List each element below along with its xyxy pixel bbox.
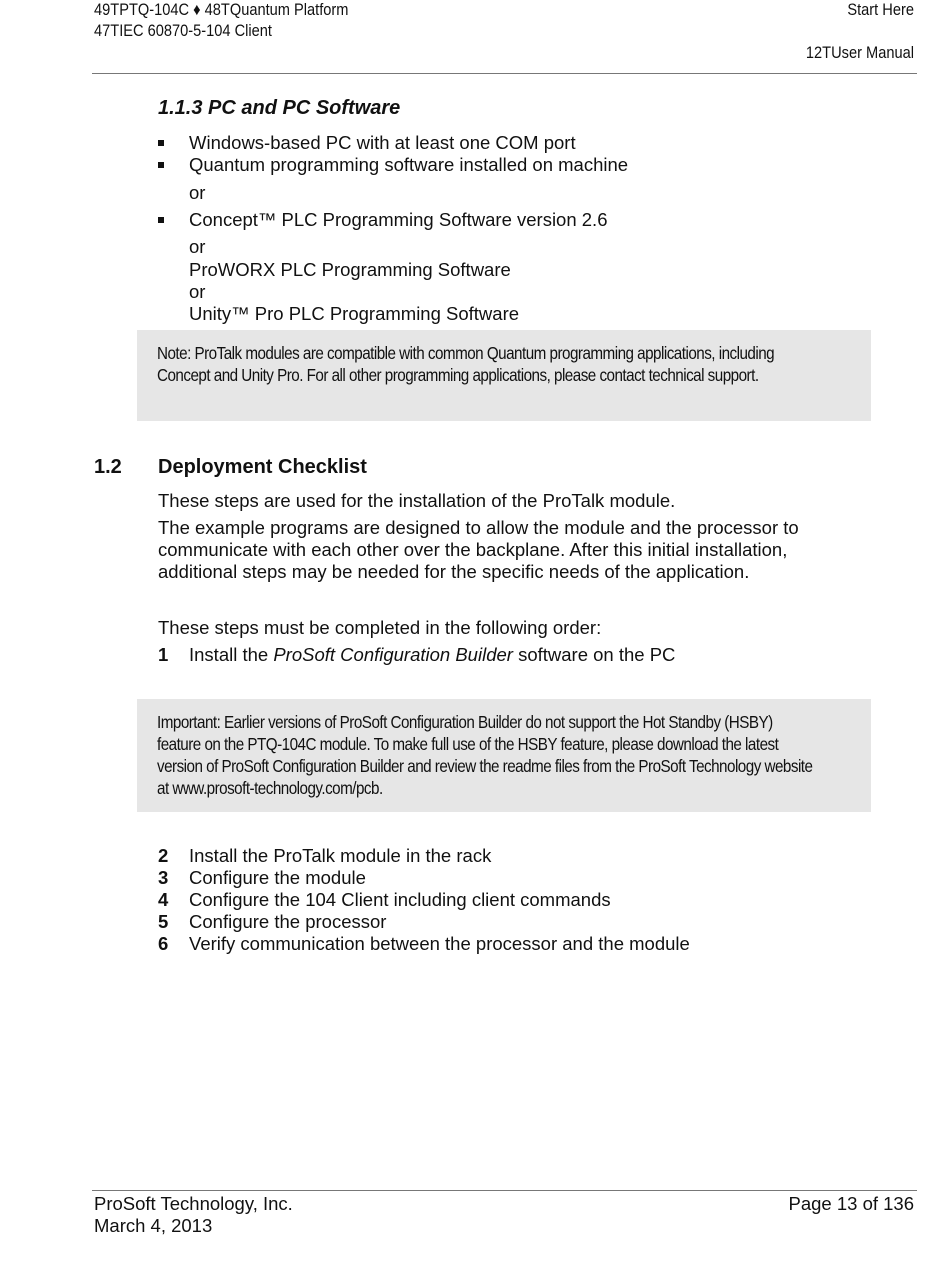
important-label: Important: bbox=[157, 712, 221, 732]
step-text bbox=[189, 644, 869, 666]
or-text: or bbox=[189, 236, 206, 257]
footer-date: March 4, 2013 bbox=[94, 1215, 213, 1236]
or-text: or bbox=[189, 182, 206, 203]
list-item: Windows-based PC with at least one COM port bbox=[189, 132, 576, 153]
step-text: Configure the module bbox=[189, 867, 366, 888]
step-number: 6 bbox=[158, 933, 169, 954]
footer-divider bbox=[92, 1190, 917, 1191]
step-text: Verify communication between the processor and the module bbox=[189, 933, 690, 954]
note-text bbox=[157, 342, 818, 386]
intro-paragraph: These steps are used for the installation of the ProTalk module. bbox=[158, 490, 676, 511]
order-intro: These steps must be completed in the following order: bbox=[158, 617, 602, 638]
software-name: ProSoft Configuration Builder bbox=[273, 644, 513, 665]
step-text: Configure the 104 Client including client commands bbox=[189, 889, 611, 910]
step-text-suffix: software on the PC bbox=[512, 644, 676, 665]
important-body: Earlier versions of ProSoft Configuration Builder do not support the Hot Standby (HSBY) feature on the PTQ-104C module. To make full use of the HSBY feature, please download the latest version of ProSoft Configuration Builder and review the readme files from the ProSoft Technology website at www.prosoft-technology.com/pcb. bbox=[157, 712, 813, 798]
step-number: 1 bbox=[158, 644, 169, 665]
section-number: 1.2 bbox=[94, 456, 122, 478]
header-product-line: 49TPTQ-104C ♦ 48TQuantum Platform bbox=[94, 0, 349, 19]
bullet-marker bbox=[158, 217, 164, 223]
step-number: 4 bbox=[158, 889, 169, 910]
header-protocol-line: 47TIEC 60870-5-104 Client bbox=[94, 21, 272, 40]
footer-company: ProSoft Technology, Inc. bbox=[94, 1193, 293, 1214]
list-item: Unity™ Pro PLC Programming Software bbox=[189, 303, 520, 324]
step-text: Configure the processor bbox=[189, 911, 387, 932]
list-item: ProWORX PLC Programming Software bbox=[189, 259, 511, 280]
important-callout bbox=[137, 699, 871, 812]
list-item: Quantum programming software installed on machine bbox=[189, 154, 629, 175]
description-paragraph: The example programs are designed to allow the module and the processor to communicate with each other over the backplane. After this initial installation, additional steps may be needed for the specific needs of the application. bbox=[158, 517, 799, 582]
or-text: or bbox=[189, 281, 206, 302]
step-number: 2 bbox=[158, 845, 169, 866]
header-manual-title: 12TUser Manual bbox=[805, 43, 914, 62]
bullet-marker bbox=[158, 162, 164, 168]
list-item: Concept™ PLC Programming Software version 2.6 bbox=[189, 209, 608, 230]
note-callout bbox=[137, 330, 871, 421]
note-body: ProTalk modules are compatible with common Quantum programming applications, including Concept and Unity Pro. For all other programming applications, please contact technical support. bbox=[157, 343, 775, 385]
subsection-heading: 1.1.3 PC and PC Software bbox=[158, 97, 401, 119]
step-number: 5 bbox=[158, 911, 169, 932]
step-text-prefix: Install the bbox=[189, 644, 274, 665]
step-text: Install the ProTalk module in the rack bbox=[189, 845, 492, 866]
note-label: Note: bbox=[157, 343, 191, 363]
section-title: Deployment Checklist bbox=[158, 456, 367, 478]
page-number: Page 13 of 136 bbox=[788, 1193, 914, 1214]
header-chapter-title: Start Here bbox=[847, 0, 914, 19]
important-text bbox=[157, 711, 818, 799]
header-divider bbox=[92, 73, 917, 74]
bullet-marker bbox=[158, 140, 164, 146]
step-number: 3 bbox=[158, 867, 169, 888]
